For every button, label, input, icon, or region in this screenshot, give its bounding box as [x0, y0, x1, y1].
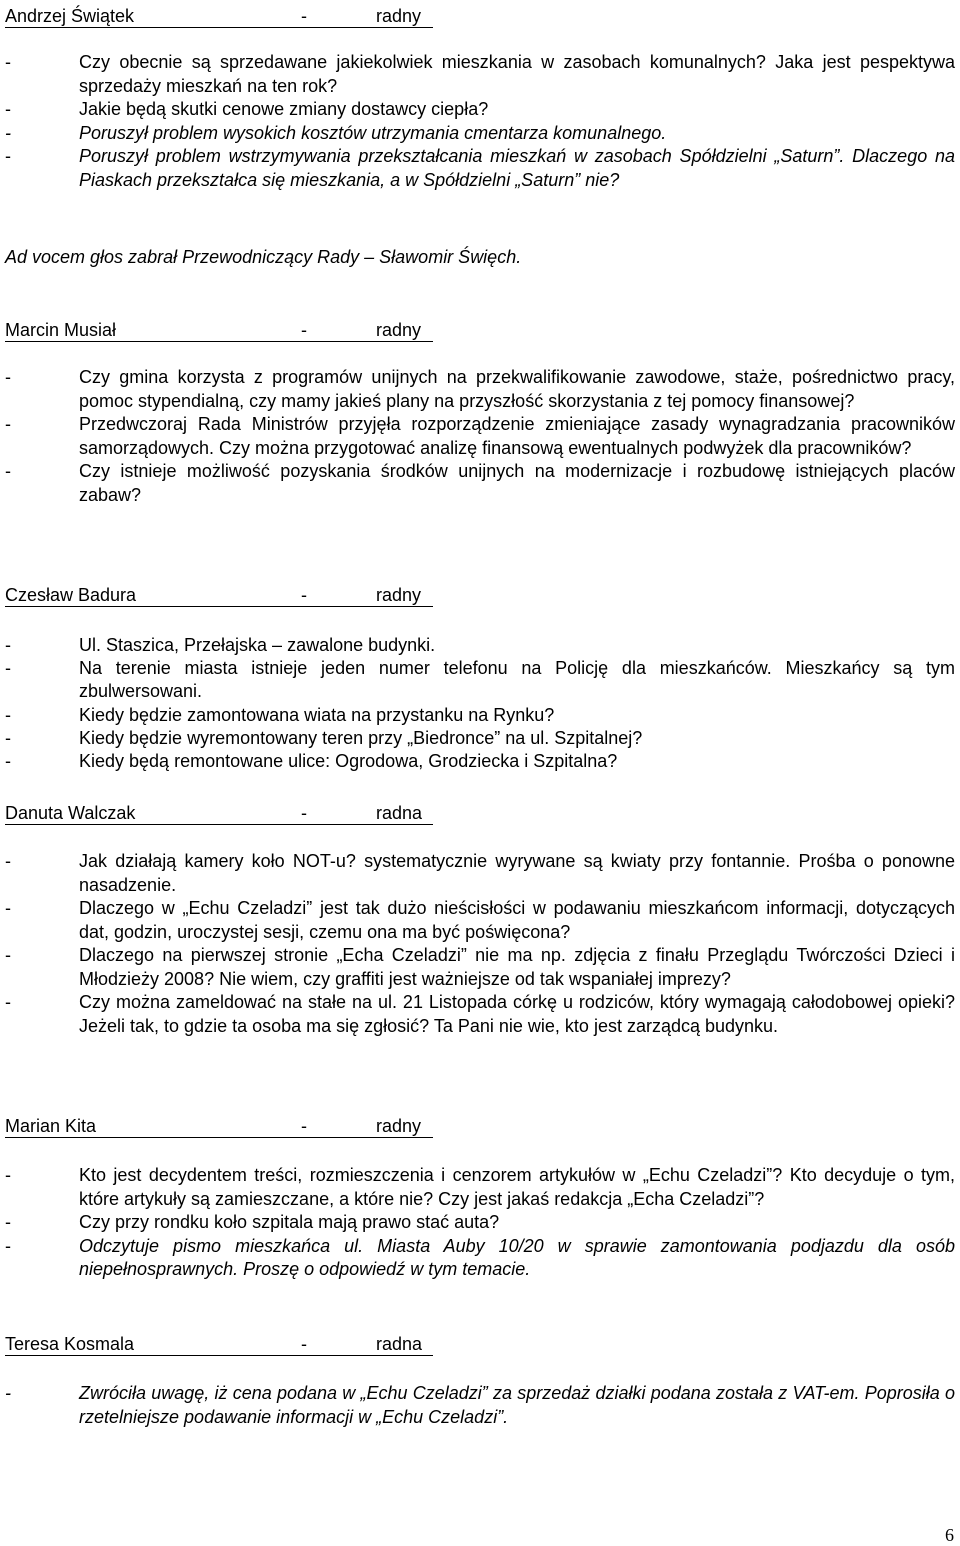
question-list — [5, 1164, 955, 1282]
heading-dash: - — [301, 1334, 307, 1354]
heading-dash: - — [301, 320, 307, 340]
list-item: - Czy można zameldować na stałe na ul. 21 Listopada córkę u rodziców, który wymagają całodobowej opieki? Jeżeli tak, to gdzie ta osoba ma się zgłosić? Ta Pani nie wie, kto jest zarządcą budynku. — [5, 991, 955, 1038]
heading-dash: - — [301, 585, 307, 605]
speaker-heading — [5, 1333, 955, 1356]
list-item: - Czy gmina korzysta z programów unijnych na przekwalifikowanie zawodowe, staże, pośrednictwo pracy, pomoc stypendialną, czy mamy jakieś plany na przyszłość skorzystania z tej pomocy finansowej? — [5, 366, 955, 413]
list-item: - Przedwczoraj Rada Ministrów przyjęła rozporządzenie zmieniające zasady wynagradzania pracowników samorządowych. Czy można przygotować analizę finansową ewentualnych podwyżek dla pracowników? — [5, 413, 955, 460]
list-item: - Ul. Staszica, Przełajska – zawalone budynki. — [5, 634, 955, 657]
list-item: - Kto jest decydentem treści, rozmieszczenia i cenzorem artykułów w „Echu Czeladzi”? Kto decyduje o tym, które artykuły są zamieszczane, a które nie? Czy jest jakaś redakcja „Echa Czeladzi”? — [5, 1164, 955, 1211]
speaker-role: radna — [376, 803, 423, 823]
speaker-heading — [5, 1115, 955, 1138]
list-item: - Jak działają kamery koło NOT-u? systematycznie wyrywane są kwiaty przy fontannie. Prośba o ponowne nasadzenie. — [5, 850, 955, 897]
heading-dash: - — [301, 6, 307, 26]
speaker-role: radny — [376, 320, 422, 340]
question-list — [5, 634, 955, 773]
list-item: - Dlaczego w „Echu Czeladzi” jest tak dużo nieścisłości w podawaniu mieszkańcom informacji, dotyczących dat, godzin, uroczystej sesji, czemu ona ma być poświęcona? — [5, 897, 955, 944]
list-item-text: Poruszył problem wstrzymywania przekształcania mieszkań w zasobach Spółdzielni „Saturn”. Dlaczego na Piaskach przekształca się mieszkania, a w Spółdzielni „Saturn” nie? — [79, 146, 955, 190]
speaker-role: radna — [376, 1334, 423, 1354]
list-item: - Czy istnieje możliwość pozyskania środków unijnych na modernizacje i rozbudowę istniejących placów zabaw? — [5, 460, 955, 507]
list-item: - Na terenie miasta istnieje jeden numer telefonu na Policję dla mieszkańców. Mieszkańcy są tym zbulwersowani. — [5, 657, 955, 703]
speaker-heading — [5, 584, 955, 607]
speaker-role: radny — [376, 585, 422, 605]
page-number: 6 — [945, 1525, 954, 1545]
question-list — [5, 51, 955, 192]
question-list — [5, 1382, 955, 1429]
list-item: - Zwróciła uwagę, iż cena podana w „Echu Czeladzi” za sprzedaż działki podana została z VAT-em. Poprosiła o rzetelniejsze podawanie informacji w „Echu Czeladzi”. — [5, 1382, 955, 1429]
list-item: - Czy obecnie są sprzedawane jakiekolwiek mieszkania w zasobach komunalnych? Jaka jest pespektywa sprzedaży mieszkań na ten rok? — [5, 51, 955, 98]
list-item-text: Odczytuje pismo mieszkańca ul. Miasta Auby 10/20 w sprawie zamontowania podjazdu dla osób niepełnosprawnych. Proszę o odpowiedź w tym temacie. — [79, 1235, 955, 1279]
list-item: - Czy przy rondku koło szpitala mają prawo stać auta? — [5, 1211, 955, 1235]
list-item: - Kiedy będzie wyremontowany teren przy „Biedronce” na ul. Szpitalnej? — [5, 727, 955, 750]
ad-vocem-note: Ad vocem głos zabrał Przewodniczący Rady – Sławomir Święch. — [5, 247, 522, 267]
list-item — [5, 1235, 955, 1282]
speaker-name: Danuta Walczak — [5, 803, 136, 823]
heading-dash: - — [301, 803, 307, 823]
speaker-name: Andrzej Świątek — [5, 6, 135, 26]
list-item: - Poruszył problem wysokich kosztów utrzymania cmentarza komunalnego. — [5, 122, 955, 146]
speaker-name: Teresa Kosmala — [5, 1334, 135, 1354]
speaker-name: Marcin Musiał — [5, 320, 117, 340]
list-item — [5, 145, 955, 192]
speaker-heading — [5, 319, 955, 342]
heading-dash: - — [301, 1116, 307, 1136]
list-item: - Kiedy będzie zamontowana wiata na przystanku na Rynku? — [5, 704, 955, 727]
speaker-role: radny — [376, 6, 422, 26]
question-list — [5, 366, 955, 507]
list-item: - Jakie będą skutki cenowe zmiany dostawcy ciepła? — [5, 98, 955, 122]
list-item: - Kiedy będą remontowane ulice: Ogrodowa, Grodziecka i Szpitalna? — [5, 750, 955, 773]
speaker-heading — [5, 5, 955, 28]
speaker-name: Czesław Badura — [5, 585, 137, 605]
question-list — [5, 850, 955, 1038]
speaker-role: radny — [376, 1116, 422, 1136]
speaker-heading — [5, 802, 955, 825]
speaker-name: Marian Kita — [5, 1116, 97, 1136]
list-item: - Dlaczego na pierwszej stronie „Echa Czeladzi” nie ma np. zdjęcia z finału Przeglądu Twórczości Dzieci i Młodzieży 2008? Nie wiem, czy graffiti jest ważniejsze od tak wspaniałej imprezy? — [5, 944, 955, 991]
